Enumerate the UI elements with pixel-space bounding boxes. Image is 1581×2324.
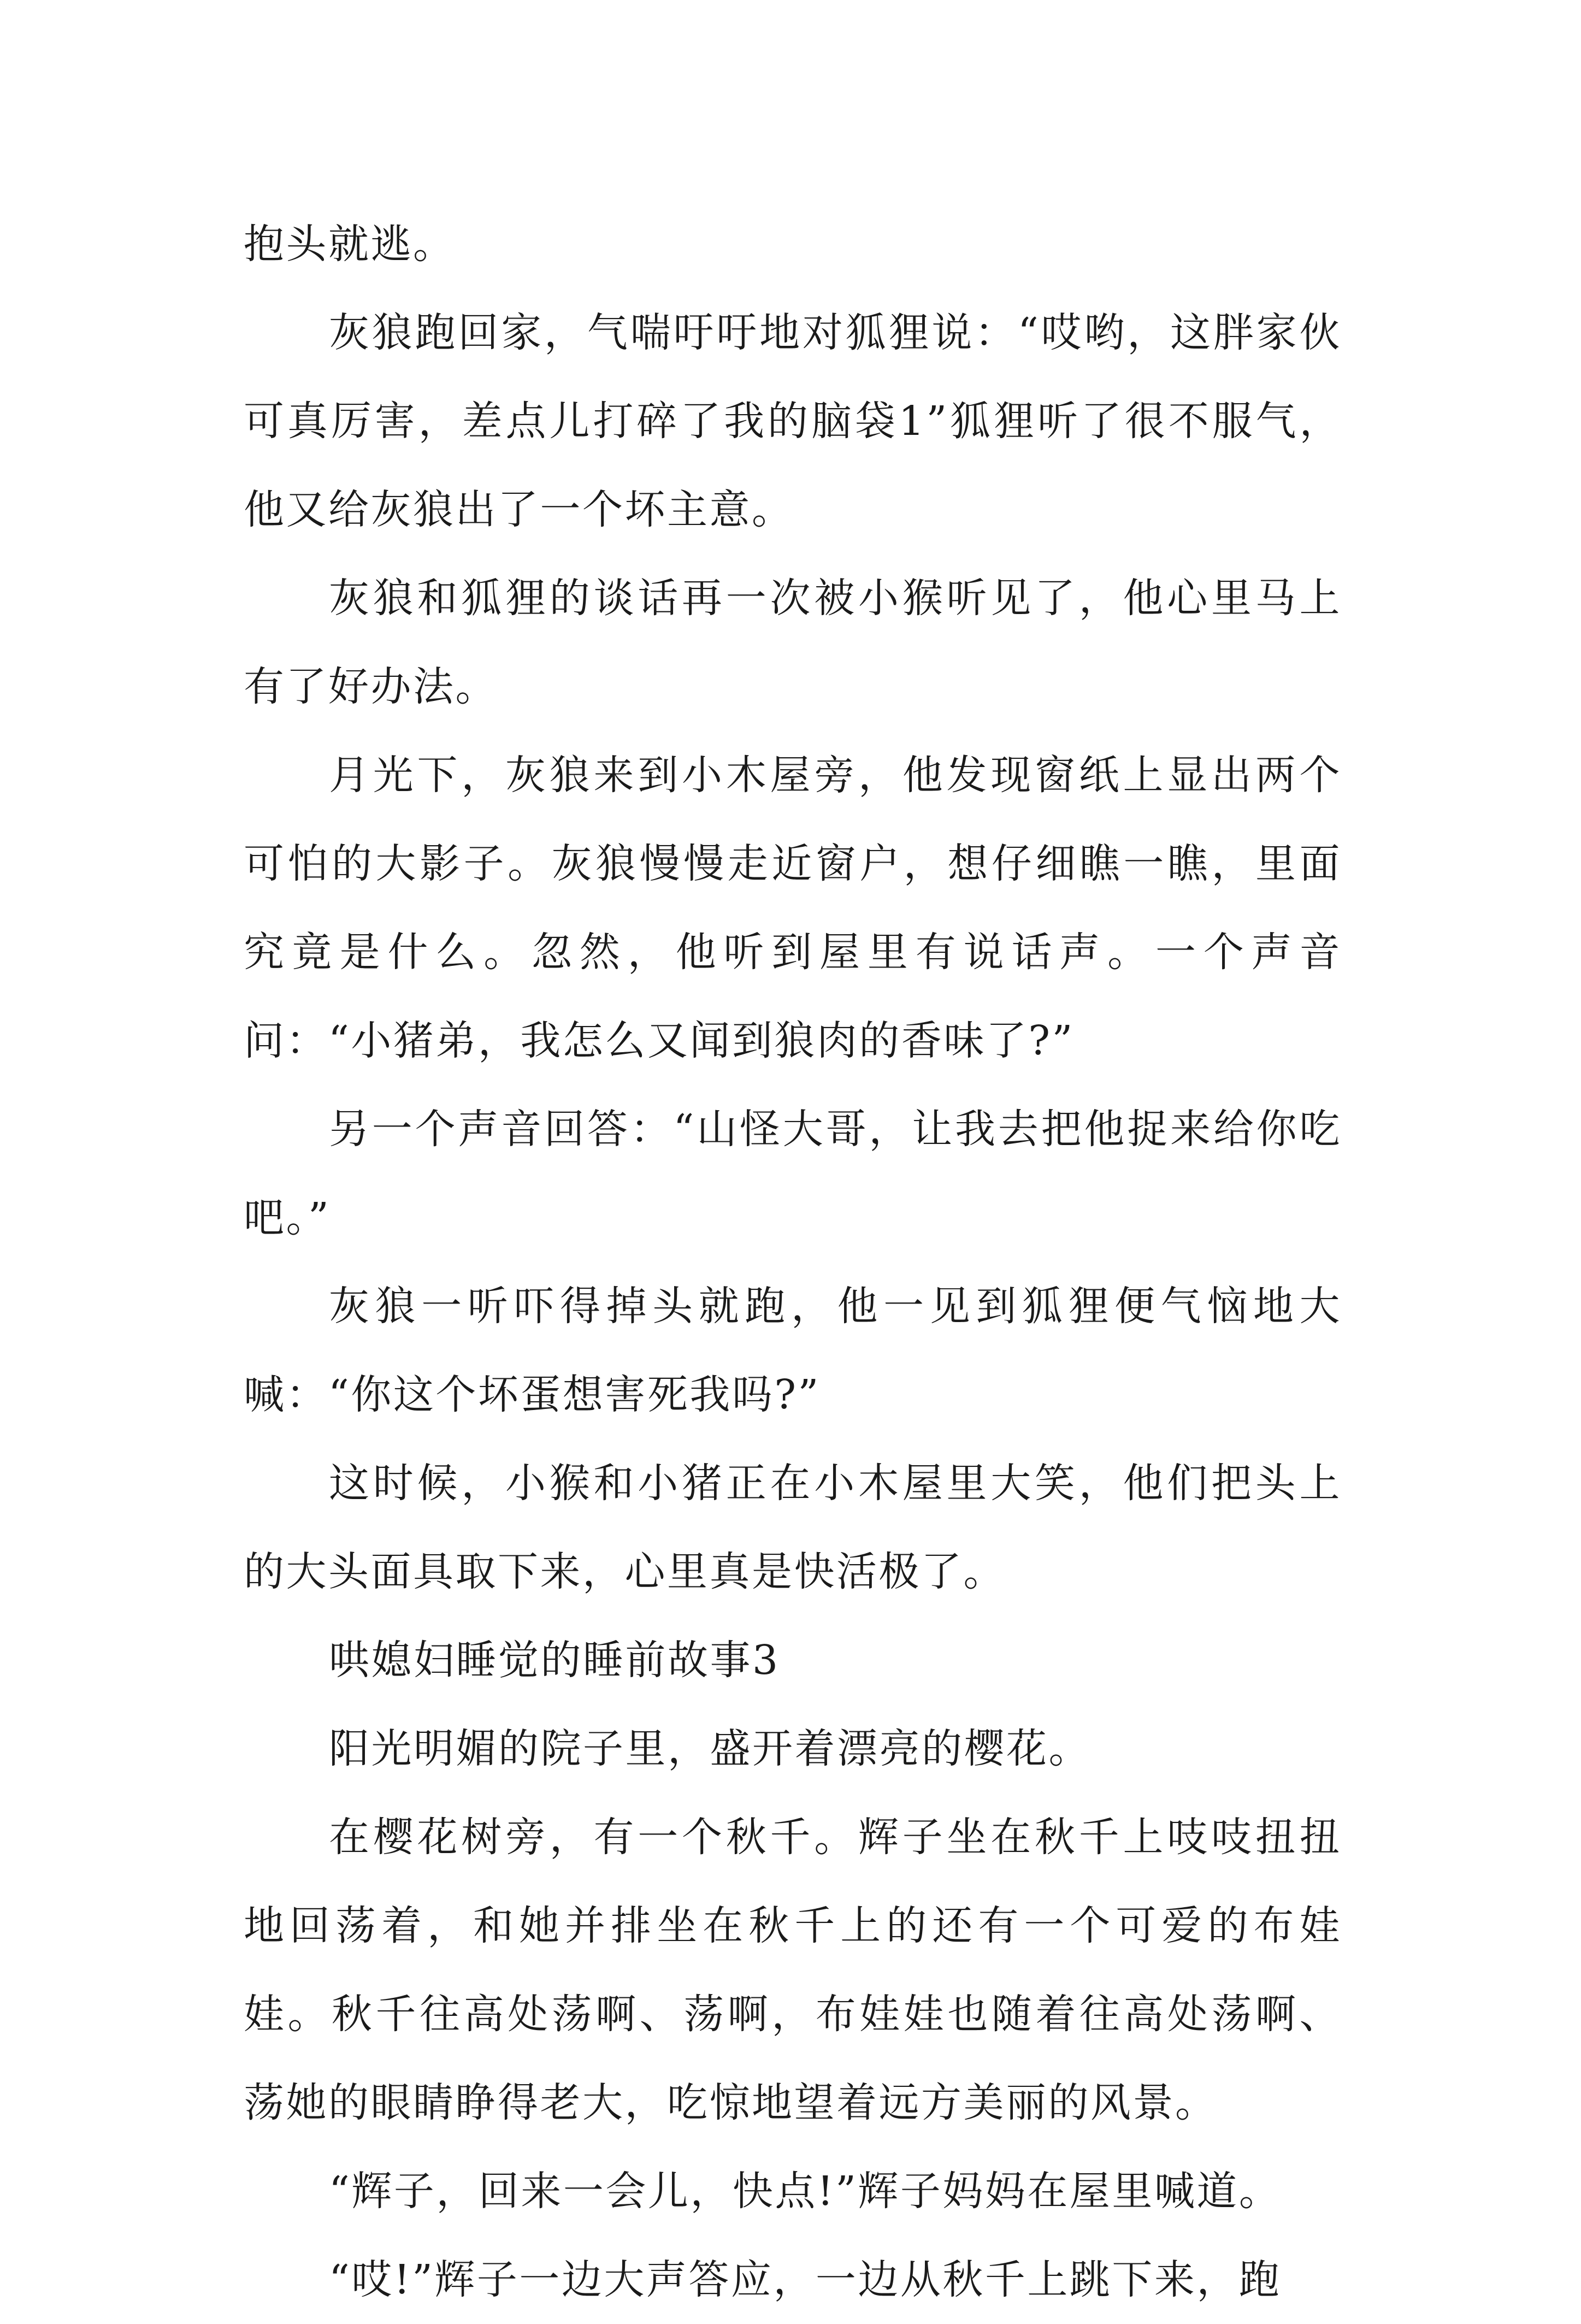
paragraph-7: 这时候，小猴和小猪正在小木屋里大笑，他们把头上的大头面具取下来，心里真是快活极了。 xyxy=(244,1460,1342,1595)
paragraph-6: 灰狼一听吓得掉头就跑，他一见到狐狸便气恼地大喊：“你这个坏蛋想害死我吗?” xyxy=(244,1283,1342,1418)
section-heading: 哄媳妇睡觉的睡前故事3 xyxy=(329,1637,780,1684)
paragraph-4: 月光下，灰狼来到小木屋旁，他发现窗纸上显出两个可怕的大影子。灰狼慢慢走近窗户，想仔细瞧一瞧，里面究竟是什么。忽然，他听到屋里有说话声。一个声音问：“小猪弟，我怎么又闻到狼肉的香味了?” xyxy=(244,752,1342,1064)
paragraph-2: 灰狼跑回家，气喘吁吁地对狐狸说：“哎哟，这胖家伙可真厉害，差点儿打碎了我的脑袋1”狐狸听了很不服气，他又给灰狼出了一个坏主意。 xyxy=(244,309,1342,533)
paragraph-5: 另一个声音回答：“山怪大哥，让我去把他捉来给你吃吧。” xyxy=(244,1106,1342,1241)
paragraph-10: 在樱花树旁，有一个秋千。辉子坐在秋千上吱吱扭扭地回荡着，和她并排坐在秋千上的还有一个可爱的布娃娃。秋千往高处荡啊、荡啊，布娃娃也随着往高处荡啊、荡她的眼睛睁得老大，吃惊地望着远方美丽的风景。 xyxy=(244,1814,1342,2126)
paragraph-3: 灰狼和狐狸的谈话再一次被小猴听见了，他心里马上有了好办法。 xyxy=(244,575,1342,710)
paragraph-11: “辉子，回来一会儿，快点!”辉子妈妈在屋里喊道。 xyxy=(329,2168,1282,2215)
paragraph-12: “哎!”辉子一边大声答应，一边从秋千上跳下来，跑 xyxy=(329,2256,1282,2303)
paragraph-1: 抱头就逃。 xyxy=(244,221,456,268)
story-text xyxy=(244,200,1342,2324)
paragraph-9: 阳光明媚的院子里，盛开着漂亮的樱花。 xyxy=(329,1725,1091,1772)
